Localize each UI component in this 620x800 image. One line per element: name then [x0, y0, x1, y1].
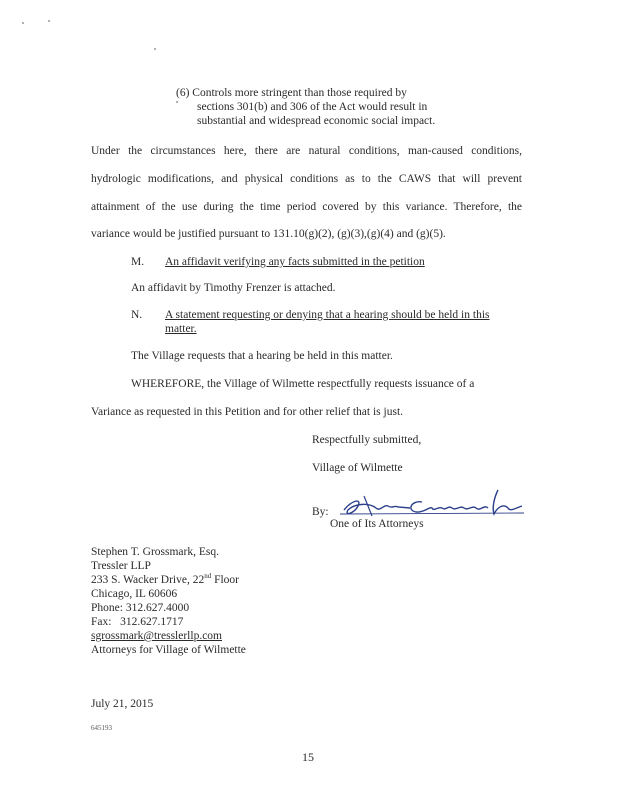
- scan-speck: [48, 20, 50, 22]
- scan-speck: [22, 22, 24, 24]
- paragraph-line-1: Under the circumstances here, there are natural conditions, man-caused conditions,: [91, 145, 522, 157]
- section-n-heading-line-1: A statement requesting or denying that a hearing should be held in this: [165, 309, 490, 321]
- page-number: 15: [302, 750, 314, 764]
- counsel-fax: Fax: 312.627.1717: [91, 616, 184, 628]
- counsel-city: Chicago, IL 60606: [91, 588, 178, 600]
- document-date: July 21, 2015: [91, 698, 154, 710]
- counsel-attorneys-for: Attorneys for Village of Wilmette: [91, 644, 246, 656]
- counsel-phone: Phone: 312.627.4000: [91, 602, 190, 614]
- counsel-address-suffix: Floor: [211, 574, 239, 586]
- section-n-heading-line-2: matter.: [165, 323, 197, 335]
- paragraph-line-2: hydrologic modifications, and physical conditions as to the CAWS that will prevent: [91, 173, 522, 185]
- section-n-body: The Village requests that a hearing be held in this matter.: [131, 350, 393, 362]
- by-label: By:: [312, 506, 329, 518]
- section-m-heading: An affidavit verifying any facts submitted in the petition: [165, 256, 425, 268]
- signing-party: Village of Wilmette: [312, 462, 403, 474]
- counsel-address-prefix: 233 S. Wacker Drive, 22: [91, 574, 205, 586]
- item-6-line-3: substantial and widespread economic social impact.: [197, 115, 436, 127]
- scan-speck: [154, 48, 156, 50]
- paragraph-line-3: attainment of the use during the time period covered by this variance. Therefore, the: [91, 201, 522, 213]
- item-6-line-1: (6) Controls more stringent than those required by: [176, 87, 407, 99]
- counsel-name: Stephen T. Grossmark, Esq.: [91, 546, 219, 558]
- scan-speck: [176, 101, 178, 103]
- section-n-letter: N.: [131, 309, 143, 321]
- respectfully-submitted: Respectfully submitted,: [312, 434, 422, 446]
- item-6-line-2: sections 301(b) and 306 of the Act would result in: [197, 101, 428, 113]
- counsel-email-link[interactable]: sgrossmark@tresslerllp.com: [91, 630, 222, 642]
- counsel-firm: Tressler LLP: [91, 560, 151, 572]
- attorneys-caption: One of Its Attorneys: [330, 518, 424, 530]
- wherefore-line-2: Variance as requested in this Petition and for other relief that is just.: [91, 406, 404, 418]
- counsel-address: [91, 573, 239, 587]
- section-m-body: An affidavit by Timothy Frenzer is attached.: [131, 282, 336, 294]
- paragraph-line-4: variance would be justified pursuant to 131.10(g)(2), (g)(3),(g)(4) and (g)(5).: [91, 228, 446, 240]
- wherefore-line-1: WHEREFORE, the Village of Wilmette respectfully requests issuance of a: [131, 378, 475, 390]
- section-m-letter: M.: [131, 256, 145, 268]
- counsel-address-sup: nd: [204, 572, 212, 581]
- document-number: 645193: [91, 724, 112, 732]
